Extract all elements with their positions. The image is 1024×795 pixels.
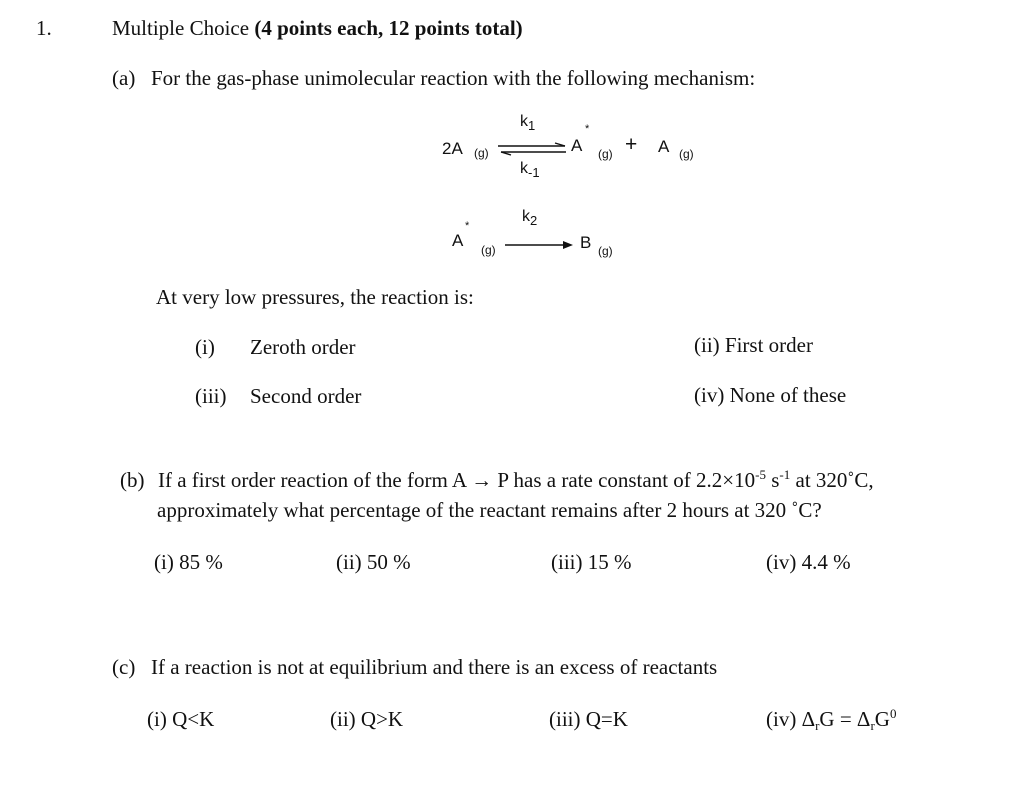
question-title (112, 16, 523, 40)
part-b-exp-2: -1 (779, 467, 791, 482)
part-a-option-4-num: (iv) (694, 383, 725, 407)
step1-k-reverse-sub: -1 (528, 165, 540, 180)
part-a-option-4-text: None of these (729, 383, 847, 407)
step2-reactant-star: * (465, 220, 470, 232)
step1-plus: + (625, 133, 638, 156)
part-a-option-1-num: (i) (195, 335, 215, 359)
part-b-line-1-pre: If a first order reaction of the form A → P has a rate constant of 2.2×10 (158, 468, 756, 492)
part-c-option-4-sup: 0 (889, 706, 897, 721)
step1-k-forward-sub: 1 (528, 118, 536, 133)
step1-reactant: 2A (442, 139, 463, 158)
part-b-line-1-mid: s (765, 468, 780, 492)
step2-reactant-phase: (g) (481, 243, 496, 257)
question-title-plain: Multiple Choice (112, 16, 255, 40)
part-a-option-1-text: Zeroth order (250, 335, 356, 359)
part-a-option-4 (694, 383, 846, 407)
part-b-line-1-post: at 320˚C, (790, 468, 874, 492)
step1-k-reverse: $k_{-1}$ (520, 160, 540, 180)
part-c-prompt: If a reaction is not at equilibrium and there is an excess of reactants (151, 655, 718, 679)
step1-product2-phase: (g) (679, 147, 694, 161)
part-c-option-4 (766, 707, 896, 731)
step1-product1-phase: (g) (598, 147, 613, 161)
part-b-exp-1: -5 (755, 467, 766, 482)
part-c-option-4-g: G (874, 707, 890, 731)
question-number: 1. (36, 16, 52, 40)
part-a-option-2-num: (ii) (694, 333, 720, 357)
part-c-option-4-pre: (iv) Δ (766, 707, 816, 731)
part-b-option-3: (iii) 15 % (551, 550, 632, 574)
part-c-option-3: (iii) Q=K (549, 707, 628, 731)
step2-k-sub: 2 (530, 213, 538, 228)
step2-product: B (580, 233, 592, 252)
part-a-question: At very low pressures, the reaction is: (156, 285, 474, 309)
part-a-option-3-num: (iii) (195, 384, 227, 408)
part-c-label: (c) (112, 655, 136, 679)
step2-k: $k_2$ (522, 208, 538, 228)
part-c-option-4-sub-2: r (870, 718, 875, 733)
part-a-option-2 (694, 333, 813, 357)
part-b-line-2: approximately what percentage of the reactant remains after 2 hours at 320 ˚C? (157, 498, 822, 522)
step1-product2: A (658, 137, 670, 156)
part-c-option-4-mid: G = Δ (819, 707, 871, 731)
step1-product1: A (571, 136, 583, 155)
right-arrow-icon (505, 240, 575, 250)
step2-reactant: A (452, 231, 464, 250)
part-c-option-2: (ii) Q>K (330, 707, 404, 731)
part-b-option-1: (i) 85 % (154, 550, 223, 574)
part-a-label: (a) (112, 66, 136, 90)
part-b-line-1 (158, 468, 874, 492)
step1-reactant-phase: (g) (474, 146, 489, 160)
step2-product-phase: (g) (598, 244, 613, 258)
part-b-option-4: (iv) 4.4 % (766, 550, 851, 574)
part-c-option-4-sub-1: r (815, 718, 820, 733)
step1-product1-star: * (585, 123, 590, 135)
part-a-prompt: For the gas-phase unimolecular reaction with the following mechanism: (151, 66, 756, 90)
equilibrium-arrow-icon (498, 143, 568, 157)
part-b-option-2: (ii) 50 % (336, 550, 411, 574)
part-b-label: (b) (120, 468, 145, 492)
part-a-option-3-text: Second order (250, 384, 362, 408)
part-c-option-1: (i) Q<K (147, 707, 215, 731)
question-title-bold: (4 points each, 12 points total) (254, 16, 523, 40)
step1-k-forward: $k_1$ (520, 113, 536, 133)
part-a-option-2-text: First order (724, 333, 813, 357)
